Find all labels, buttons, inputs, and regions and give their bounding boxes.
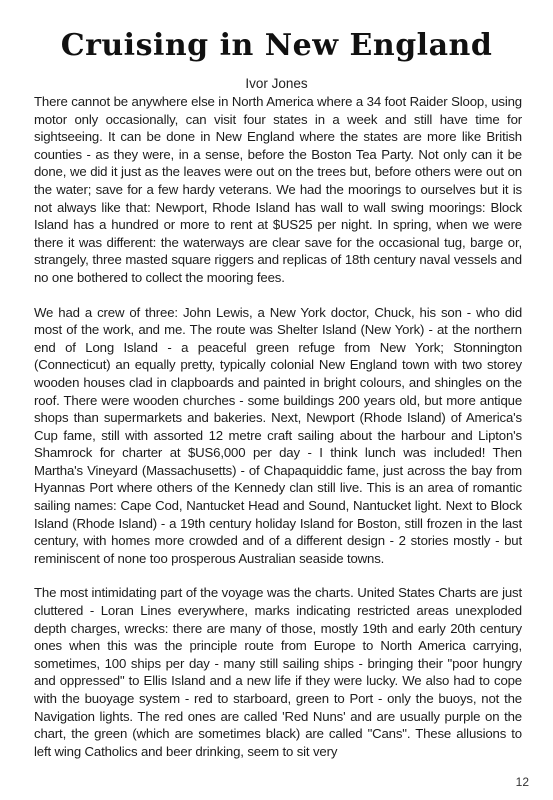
paragraph: The most intimidating part of the voyage was the charts. United States Charts are just cluttered - Loran Lines everywhere, marks indicating restricted areas unexploded depth charges, wrecks: there are many of those, mostly 19th and early 20th century ones when this was the principle route from Europe to North America carrying, sometimes, 100 ships per day - many still sailing ships - bringing their "poor hungry and oppressed" to Ellis Island and a new life if they were lucky. We also had to cope with the buoyage system - red to starboard, green to Port - only the buoys, not the Navigation lights. The red ones are called 'Red Nuns' and are usually purple on the chart, the green (which are sometimes black) are called "Cans". These allusions to left wing Catholics and beer drinking, seem to sit very xyxy=(34,585,522,759)
article-title: Cruising in New England xyxy=(60,28,493,63)
paragraph: We had a crew of three: John Lewis, a New York doctor, Chuck, his son - who did most of the work, and me. The route was Shelter Island (New York) - at the northern end of Long Island - a peaceful green refuge from New York; Stonnington (Connecticut) an equally pretty, typically colonial New England town with two storey wooden houses clad in clapboards and painted in bright colours, and shingles on the roof. There were wooden churches - some buildings 200 years old, but more antique shops than supermarkets and bakeries. Next, Newport (Rhode Island) of America's Cup fame, still with assorted 12 metre craft sailing about the harbour and Lipton's Shamrock for charter at $US6,000 per day - I think lunch was included! Then Martha's Vineyard (Massachusetts) - of Chapaquiddic fame, just across the bay from Hyannas Port where others of the Kennedy clan still live. This is an area of romantic sailing names: Cape Cod, Nantucket Head and Sound, Nantucket light. Next to Block Island (Rhode Island) - a 19th century holiday Island for Boston, still frozen in the last century, with homes more crowded and of a different design - 2 stories mostly - but reminiscent of none too prosperous Australian seaside towns. xyxy=(34,304,522,566)
article-body xyxy=(34,93,522,777)
paragraph: There cannot be anywhere else in North America where a 34 foot Raider Sloop, using motor only occasionally, can visit four states in a week and still have time for sightseeing. It can be done in New England where the states are more like British counties - as they were, in a sense, before the Boston Tea Party. Not only can it be done, we did it just as the leaves were out on the trees but, before others were out on the water; save for a few hardy veterans. We had the moorings to ourselves but it is not always like that: Newport, Rhode Island has wall to wall swing moorings: Block Island has a hundred or more to rent at $US25 per night. In spring, when we were there it was different: the waterways are clear save for the occasional tug, barge or, strangely, three masted square riggers and replicas of 18th century naval vessels and no one bothered to collect the mooring fees. xyxy=(34,94,522,285)
article-author: Ivor Jones xyxy=(245,76,308,91)
page-number: 12 xyxy=(515,775,529,789)
